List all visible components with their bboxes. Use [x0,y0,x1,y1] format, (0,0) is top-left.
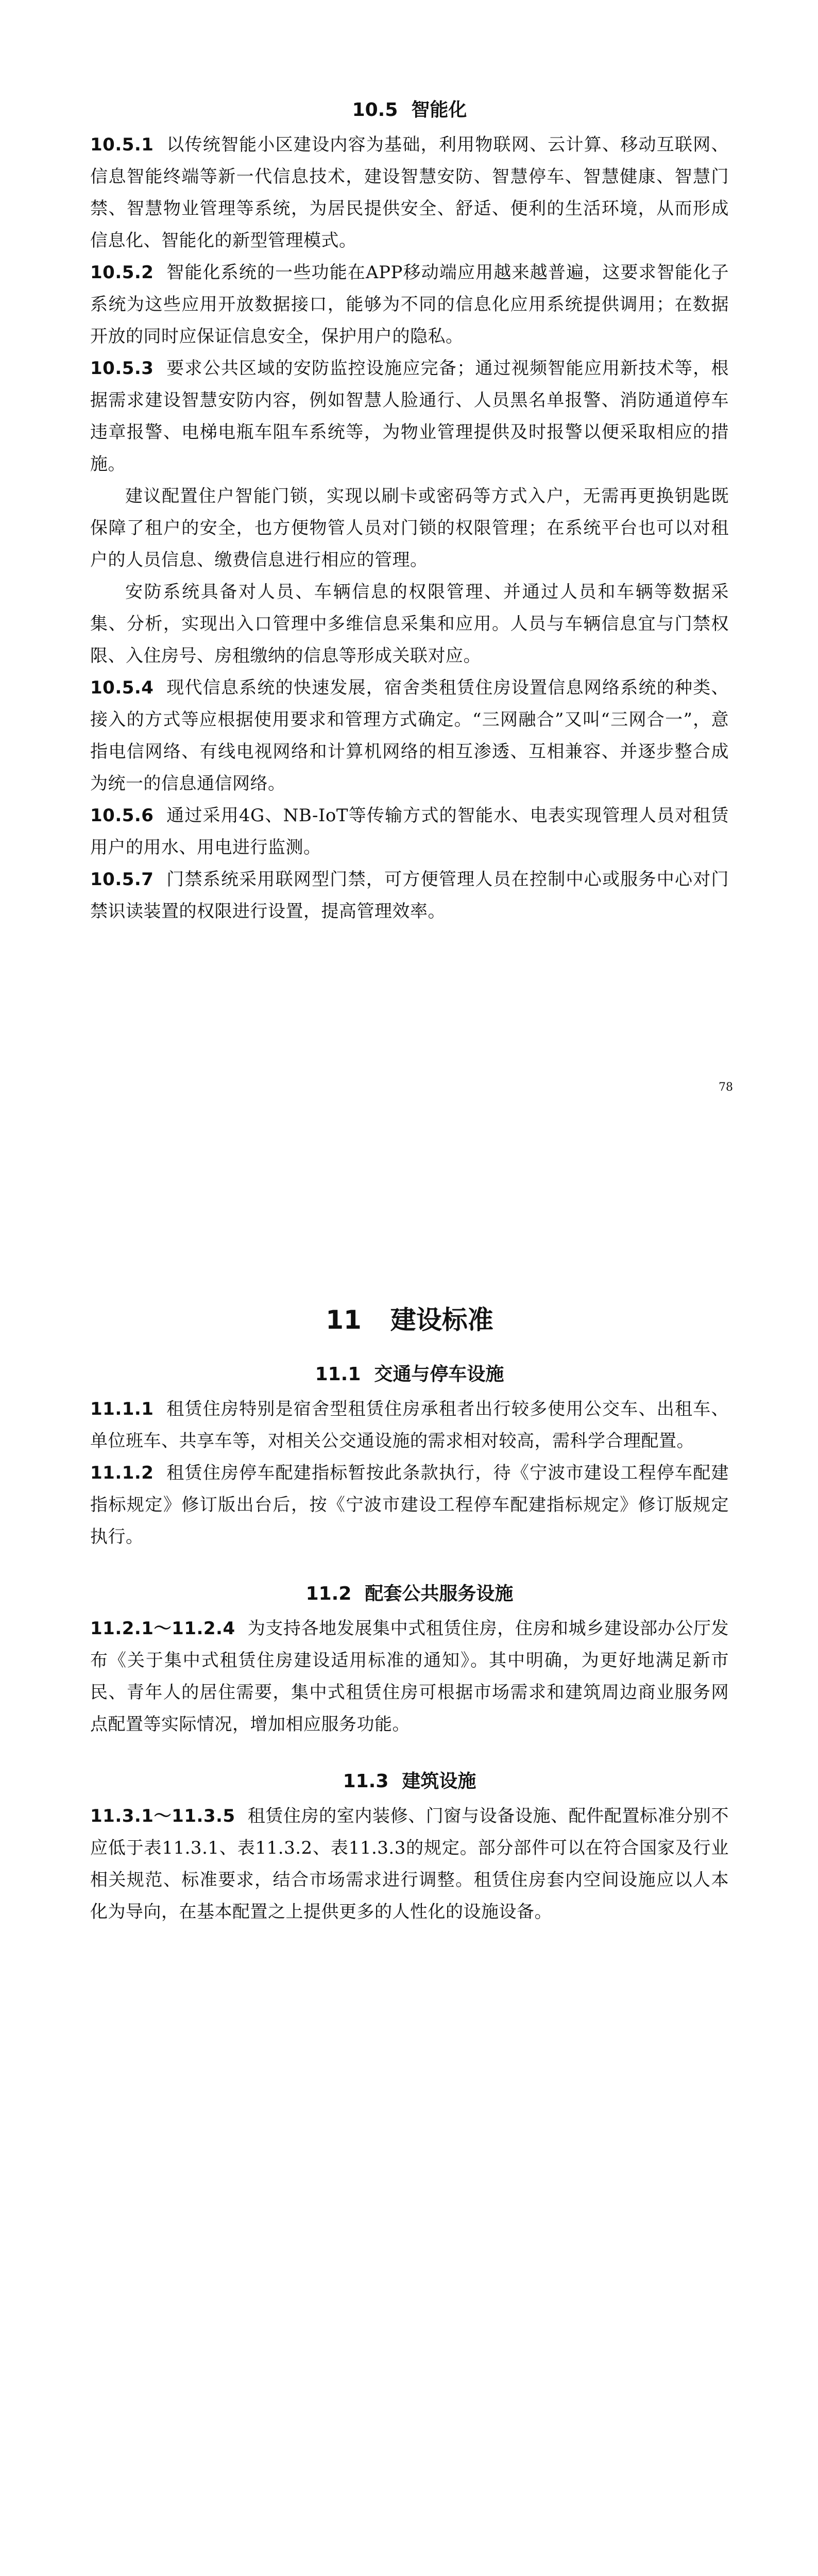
clause-11-3-1-to-11-3-5 [90,1800,729,1928]
clause-10-5-1 [90,129,729,257]
clause-text: 门禁系统采用联网型门禁，可方便管理人员在控制中心或服务中心对门禁识读装置的权限进行设置，提高管理效率。 [90,869,729,922]
clause-text: 为支持各地发展集中式租赁住房，住房和城乡建设部办公厅发布《关于集中式租赁住房建设适用标准的通知》。其中明确，为更好地满足新市民、青年人的居住需要，集中式租赁住房可根据市场需求和建筑周边商业服务网点配置等实际情况，增加相应服务功能。 [90,1618,729,1735]
clause-number: 10.5.2 [90,262,154,283]
clause-text: 现代信息系统的快速发展，宿舍类租赁住房设置信息网络系统的种类、接入的方式等应根据使用要求和管理方式确定。“三网融合”又叫“三网合一”，意指电信网络、有线电视网络和计算机网络的相互渗透、互相兼容、并逐步整合成为统一的信息通信网络。 [90,677,729,794]
paragraph-text: 建议配置住户智能门锁，实现以刷卡或密码等方式入户，无需再更换钥匙既保障了租户的安全，也方便物管人员对门锁的权限管理；在系统平台也可以对租户的人员信息、缴费信息进行相应的管理。 [90,486,729,570]
clause-11-2-1-to-11-2-4 [90,1613,729,1740]
paragraph-smart-lock [90,480,729,576]
section-title-text: 智能化 [411,99,467,121]
clause-text: 租赁住房特别是宿舍型租赁住房承租者出行较多使用公交车、出租车、单位班车、共享车等，对相关公交通设施的需求相对较高，需科学合理配置。 [90,1399,729,1451]
clause-text: 通过采用4G、NB-IoT等传输方式的智能水、电表实现管理人员对租赁用户的用水、用电进行监测。 [90,805,729,858]
clause-text: 租赁住房的室内装修、门窗与设备设施、配件配置标准分别不应低于表11.3.1、表11.3.2、表11.3.3的规定。部分部件可以在符合国家及行业相关规范、标准要求，结合市场需求进行调整。租赁住房套内空间设施应以人本化为导向，在基本配置之上提供更多的人性化的设施设备。 [90,1806,729,1922]
clause-10-5-6 [90,800,729,863]
section-title-11-2 [90,1575,729,1613]
page-number: 78 [719,1081,733,1094]
section-title-text: 配套公共服务设施 [365,1583,514,1604]
clause-10-5-7 [90,863,729,927]
chapter-number: 11 [326,1305,362,1335]
clause-11-1-2 [90,1457,729,1553]
section-number: 11.2 [305,1583,352,1604]
clause-number: 11.1.1 [90,1399,154,1419]
page-79-content [90,1294,729,1928]
page-78-content [90,92,729,927]
clause-number: 10.5.6 [90,805,154,826]
section-title-text: 交通与停车设施 [374,1364,504,1385]
clause-number: 10.5.3 [90,358,154,379]
page-79 [0,1157,818,2313]
clause-number: 11.2.1～11.2.4 [90,1618,235,1639]
paragraph-security-system [90,576,729,672]
clause-text: 租赁住房停车配建指标暂按此条款执行，待《宁波市建设工程停车配建指标规定》修订版出台后，按《宁波市建设工程停车配建指标规定》修订版规定执行。 [90,1463,729,1547]
section-number: 10.5 [352,99,398,121]
section-title-text: 建筑设施 [402,1771,476,1792]
page-78 [0,0,818,1157]
section-title-11-3 [90,1763,729,1800]
clause-10-5-2 [90,257,729,352]
clause-11-1-1 [90,1393,729,1457]
chapter-title-text: 建设标准 [390,1305,493,1335]
clause-10-5-4 [90,672,729,800]
section-number: 11.1 [315,1364,361,1385]
section-gap [90,1553,729,1575]
clause-text: 智能化系统的一些功能在APP移动端应用越来越普遍，这要求智能化子系统为这些应用开放数据接口，能够为不同的信息化应用系统提供调用；在数据开放的同时应保证信息安全，保护用户的隐私。 [90,262,729,347]
section-gap [90,1740,729,1763]
chapter-title-11 [90,1294,729,1346]
clause-number: 10.5.4 [90,677,154,698]
clause-text: 以传统智能小区建设内容为基础，利用物联网、云计算、移动互联网、信息智能终端等新一代信息技术，建设智慧安防、智慧停车、智慧健康、智慧门禁、智慧物业管理等系统，为居民提供安全、舒适、便利的生活环境，从而形成信息化、智能化的新型管理模式。 [90,134,729,251]
section-title-11-1 [90,1356,729,1393]
section-number: 11.3 [343,1771,389,1792]
clause-number: 10.5.1 [90,134,154,155]
clause-10-5-3 [90,352,729,480]
clause-text: 要求公共区域的安防监控设施应完备；通过视频智能应用新技术等，根据需求建设智慧安防内容，例如智慧人脸通行、人员黑名单报警、消防通道停车违章报警、电梯电瓶车阻车系统等，为物业管理提供及时报警以便采取相应的措施。 [90,358,729,474]
section-title-10-5 [90,92,729,129]
clause-number: 10.5.7 [90,869,154,890]
clause-number: 11.3.1～11.3.5 [90,1806,235,1826]
paragraph-text: 安防系统具备对人员、车辆信息的权限管理、并通过人员和车辆等数据采集、分析，实现出入口管理中多维信息采集和应用。人员与车辆信息宜与门禁权限、入住房号、房租缴纳的信息等形成关联对应。 [90,582,729,666]
clause-number: 11.1.2 [90,1463,154,1483]
